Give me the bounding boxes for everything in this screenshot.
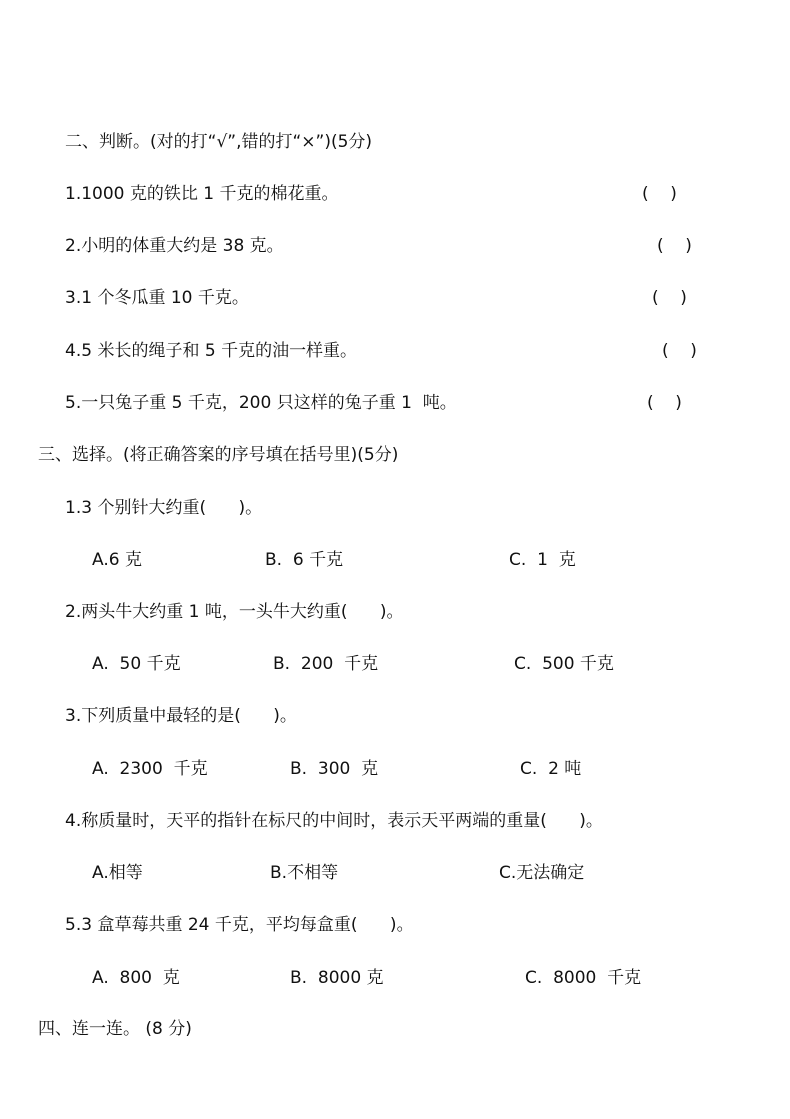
judgment-answer-blank-3[interactable]: ( ) <box>652 288 687 308</box>
choice-q2-option-b[interactable]: B. 200 千克 <box>273 654 379 674</box>
judgment-answer-blank-1[interactable]: ( ) <box>642 184 677 204</box>
choice-q4-option-b[interactable]: B.不相等 <box>270 863 339 883</box>
choice-q4-option-c[interactable]: C.无法确定 <box>499 863 585 883</box>
judgment-item-1: 1.1000 克的铁比 1 千克的棉花重。 <box>65 184 339 204</box>
choice-q3-option-a[interactable]: A. 2300 千克 <box>92 759 208 779</box>
choice-question-2: 2.两头牛大约重 1 吨，一头牛大约重( )。 <box>65 602 404 622</box>
choice-q1-option-c[interactable]: C. 1 克 <box>509 550 576 570</box>
judgment-answer-blank-5[interactable]: ( ) <box>647 393 682 413</box>
judgment-answer-blank-4[interactable]: ( ) <box>662 341 697 361</box>
choice-q5-option-a[interactable]: A. 800 克 <box>92 968 180 988</box>
choice-q5-option-c[interactable]: C. 8000 千克 <box>525 968 642 988</box>
choice-question-5: 5.3 盒草莓共重 24 千克，平均每盒重( )。 <box>65 915 414 935</box>
choice-q3-option-c[interactable]: C. 2 吨 <box>520 759 582 779</box>
section-3-heading: 三、选择。(将正确答案的序号填在括号里)(5分) <box>38 445 399 465</box>
choice-q3-option-b[interactable]: B. 300 克 <box>290 759 379 779</box>
choice-q2-option-a[interactable]: A. 50 千克 <box>92 654 181 674</box>
judgment-answer-blank-2[interactable]: ( ) <box>657 236 692 256</box>
choice-q1-option-b[interactable]: B. 6 千克 <box>265 550 344 570</box>
choice-question-4: 4.称质量时，天平的指针在标尺的中间时，表示天平两端的重量( )。 <box>65 811 603 831</box>
judgment-item-4: 4.5 米长的绳子和 5 千克的油一样重。 <box>65 341 358 361</box>
choice-q4-option-a[interactable]: A.相等 <box>92 863 143 883</box>
section-2-heading: 二、判断。(对的打“√”,错的打“×”)(5分) <box>65 132 373 152</box>
choice-q1-option-a[interactable]: A.6 克 <box>92 550 142 570</box>
judgment-item-3: 3.1 个冬瓜重 10 千克。 <box>65 288 249 308</box>
section-4-heading: 四、连一连。 (8 分) <box>38 1019 192 1039</box>
choice-q5-option-b[interactable]: B. 8000 克 <box>290 968 384 988</box>
choice-question-1: 1.3 个别针大约重( )。 <box>65 498 263 518</box>
choice-q2-option-c[interactable]: C. 500 千克 <box>514 654 614 674</box>
choice-question-3: 3.下列质量中最轻的是( )。 <box>65 706 297 726</box>
judgment-item-5: 5.一只兔子重 5 千克，200 只这样的兔子重 1 吨。 <box>65 393 457 413</box>
judgment-item-2: 2.小明的体重大约是 38 克。 <box>65 236 284 256</box>
